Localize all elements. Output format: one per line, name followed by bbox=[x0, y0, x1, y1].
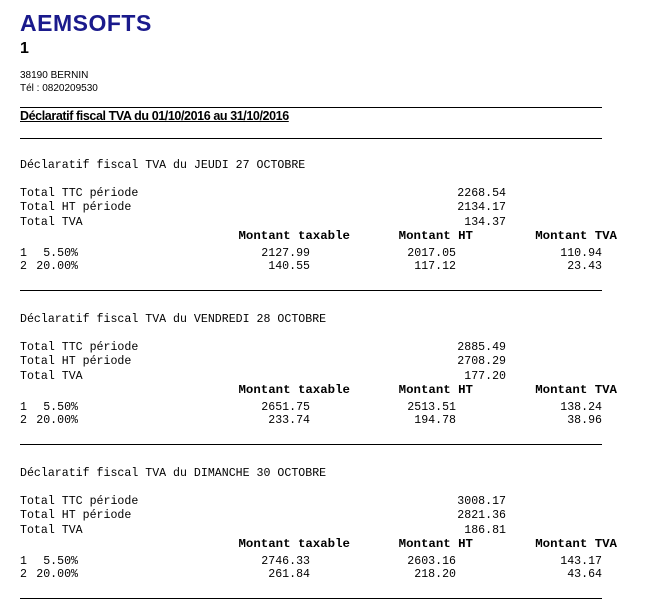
total-ttc-value: 2268.54 bbox=[457, 187, 506, 200]
row-taxable: 140.55 bbox=[268, 260, 310, 273]
total-ttc-value: 2885.49 bbox=[457, 341, 506, 354]
total-tva-label: Total TVA bbox=[20, 524, 83, 537]
col-header-taxable: Montant taxable bbox=[238, 229, 350, 243]
row-code: 1 bbox=[20, 555, 27, 568]
row-ht: 218.20 bbox=[414, 568, 456, 581]
row-ht: 2513.51 bbox=[407, 401, 456, 414]
total-tva-value: 177.20 bbox=[464, 370, 506, 383]
row-code: 1 bbox=[20, 401, 27, 414]
row-ht: 2603.16 bbox=[407, 555, 456, 568]
row-ht: 2017.05 bbox=[407, 247, 456, 260]
separator-line bbox=[20, 138, 602, 139]
row-rate: 5.50% bbox=[43, 401, 78, 414]
row-ht: 117.12 bbox=[414, 260, 456, 273]
total-ttc-label: Total TTC période bbox=[20, 187, 139, 200]
company-phone: Tél : 0820209530 bbox=[20, 83, 98, 94]
total-ht-value: 2708.29 bbox=[457, 355, 506, 368]
tax-day-section bbox=[0, 452, 664, 606]
total-ht-label: Total HT période bbox=[20, 355, 132, 368]
row-rate: 20.00% bbox=[36, 414, 78, 427]
total-ttc-label: Total TTC période bbox=[20, 495, 139, 508]
col-header-ht: Montant HT bbox=[398, 383, 473, 397]
row-tva: 38.96 bbox=[567, 414, 602, 427]
row-taxable: 2746.33 bbox=[261, 555, 310, 568]
separator-line bbox=[20, 290, 602, 291]
row-tva: 23.43 bbox=[567, 260, 602, 273]
total-tva-label: Total TVA bbox=[20, 370, 83, 383]
tax-day-section bbox=[0, 144, 664, 298]
col-header-ht: Montant HT bbox=[398, 537, 473, 551]
total-tva-label: Total TVA bbox=[20, 216, 83, 229]
company-number: 1 bbox=[20, 40, 29, 57]
tax-day-section bbox=[0, 298, 664, 452]
total-ttc-label: Total TTC période bbox=[20, 341, 139, 354]
company-name: AEMSOFTS bbox=[20, 10, 152, 36]
row-code: 2 bbox=[20, 260, 27, 273]
section-title: Déclaratif fiscal TVA du VENDREDI 28 OCTOBRE bbox=[20, 313, 327, 326]
row-code: 1 bbox=[20, 247, 27, 260]
row-tva: 143.17 bbox=[560, 555, 602, 568]
col-header-tva: Montant TVA bbox=[535, 537, 617, 551]
row-tva: 43.64 bbox=[567, 568, 602, 581]
section-title: Déclaratif fiscal TVA du DIMANCHE 30 OCTOBRE bbox=[20, 467, 327, 480]
report-title: Déclaratif fiscal TVA du 01/10/2016 au 31/10/2016 bbox=[20, 109, 289, 123]
row-rate: 20.00% bbox=[36, 568, 78, 581]
total-ttc-value: 3008.17 bbox=[457, 495, 506, 508]
row-taxable: 233.74 bbox=[268, 414, 310, 427]
total-tva-value: 186.81 bbox=[464, 524, 506, 537]
col-header-taxable: Montant taxable bbox=[238, 383, 350, 397]
col-header-tva: Montant TVA bbox=[535, 229, 617, 243]
separator-line bbox=[20, 598, 602, 599]
row-rate: 5.50% bbox=[43, 555, 78, 568]
row-taxable: 261.84 bbox=[268, 568, 310, 581]
row-code: 2 bbox=[20, 568, 27, 581]
col-header-taxable: Montant taxable bbox=[238, 537, 350, 551]
row-code: 2 bbox=[20, 414, 27, 427]
row-tva: 138.24 bbox=[560, 401, 602, 414]
separator-line bbox=[20, 444, 602, 445]
row-taxable: 2651.75 bbox=[261, 401, 310, 414]
separator-line bbox=[20, 107, 602, 108]
row-rate: 20.00% bbox=[36, 260, 78, 273]
section-title: Déclaratif fiscal TVA du JEUDI 27 OCTOBRE bbox=[20, 159, 306, 172]
row-rate: 5.50% bbox=[43, 247, 78, 260]
total-tva-value: 134.37 bbox=[464, 216, 506, 229]
row-tva: 110.94 bbox=[560, 247, 602, 260]
total-ht-label: Total HT période bbox=[20, 509, 132, 522]
row-taxable: 2127.99 bbox=[261, 247, 310, 260]
row-ht: 194.78 bbox=[414, 414, 456, 427]
total-ht-value: 2134.17 bbox=[457, 201, 506, 214]
company-address: 38190 BERNIN bbox=[20, 70, 89, 81]
col-header-ht: Montant HT bbox=[398, 229, 473, 243]
total-ht-value: 2821.36 bbox=[457, 509, 506, 522]
col-header-tva: Montant TVA bbox=[535, 383, 617, 397]
total-ht-label: Total HT période bbox=[20, 201, 132, 214]
